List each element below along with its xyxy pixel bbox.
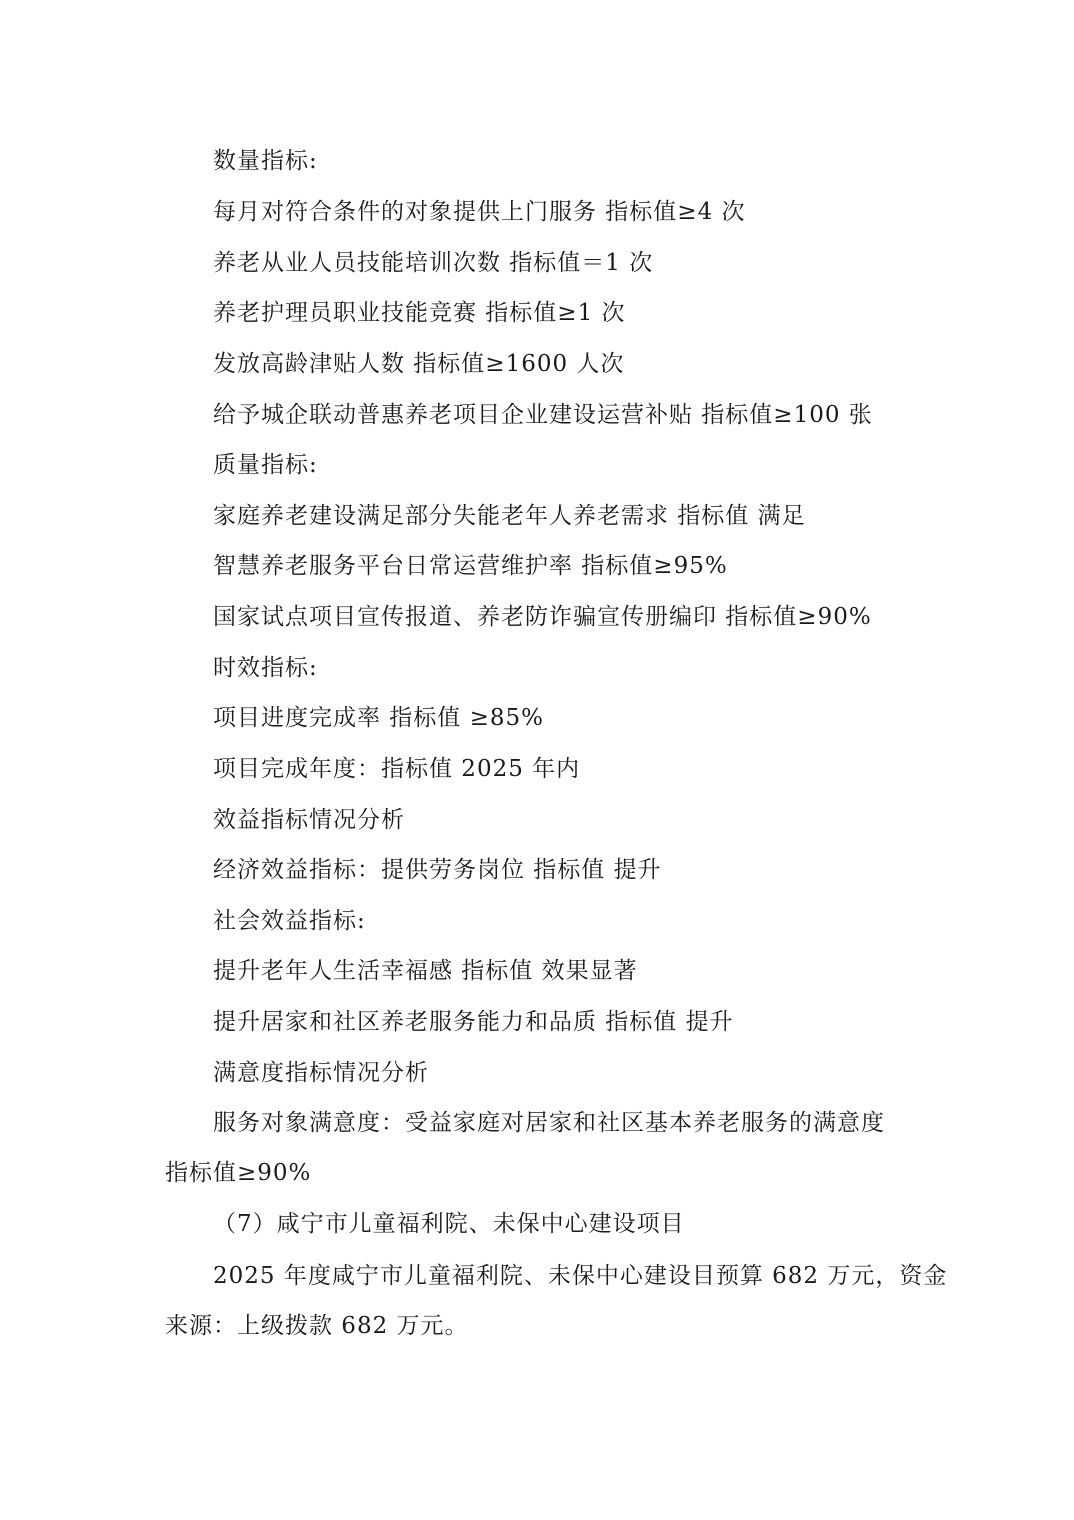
social-benefit-heading: 社会效益指标: bbox=[213, 908, 366, 934]
text-line: 给予城企联动普惠养老项目企业建设运营补贴 指标值≥100 张 bbox=[213, 402, 873, 428]
text-line: 每月对符合条件的对象提供上门服务 指标值≥4 次 bbox=[213, 199, 746, 225]
quality-indicators-heading: 质量指标: bbox=[213, 452, 318, 478]
text-line: 养老从业人员技能培训次数 指标值＝1 次 bbox=[213, 250, 654, 276]
quantity-indicators-heading: 数量指标: bbox=[213, 148, 318, 174]
timeliness-indicators-heading: 时效指标: bbox=[213, 655, 318, 681]
text-line: 家庭养老建设满足部分失能老年人养老需求 指标值 满足 bbox=[213, 503, 806, 529]
text-line: 指标值≥90% bbox=[165, 1160, 312, 1186]
text-line: 养老护理员职业技能竞赛 指标值≥1 次 bbox=[213, 300, 626, 326]
satisfaction-analysis-heading: 满意度指标情况分析 bbox=[213, 1060, 429, 1086]
project-7-heading: （7）咸宁市儿童福利院、未保中心建设项目 bbox=[213, 1211, 685, 1237]
text-line: 发放高龄津贴人数 指标值≥1600 人次 bbox=[213, 351, 625, 377]
text-line: 项目进度完成率 指标值 ≥85% bbox=[213, 705, 545, 731]
text-line: 2025 年度咸宁市儿童福利院、未保中心建设目预算 682 万元，资金 bbox=[213, 1263, 948, 1289]
benefit-analysis-heading: 效益指标情况分析 bbox=[213, 807, 405, 833]
text-line: 智慧养老服务平台日常运营维护率 指标值≥95% bbox=[213, 553, 728, 579]
text-line: 服务对象满意度：受益家庭对居家和社区基本养老服务的满意度 bbox=[213, 1110, 885, 1136]
text-line: 提升老年人生活幸福感 指标值 效果显著 bbox=[213, 958, 638, 984]
text-line: 项目完成年度：指标值 2025 年内 bbox=[213, 756, 581, 782]
text-line: 提升居家和社区养老服务能力和品质 指标值 提升 bbox=[213, 1009, 734, 1035]
text-line: 经济效益指标：提供劳务岗位 指标值 提升 bbox=[213, 857, 662, 883]
text-line: 国家试点项目宣传报道、养老防诈骗宣传册编印 指标值≥90% bbox=[213, 604, 872, 630]
text-line: 来源：上级拨款 682 万元。 bbox=[165, 1313, 469, 1339]
